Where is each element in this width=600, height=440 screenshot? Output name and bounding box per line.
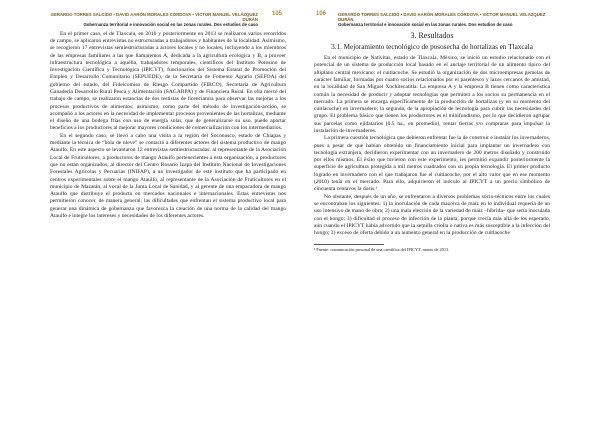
left-paragraph-1: En el primer caso, el de Tlaxcala, en 2010 y posteriormente en 2013 se realizaron varios recorridos de campo, se aplicaron entrevistas no estructuradas a trabajadores y habitantes de la localidad. Asimismo, se recogieron 17 entrevistas semiestructuradas a actores locales y no locales, incluyendo a los miembros de las empresas familiares a las que llamaremos A, dedicada a la agricultura ecológica y B, a proveer infraestructura tecnológica a aquélla, trabajadores temporales, científicos del Instituto Potosino de Investigación Científica y Tecnológica (IPICYT), funcionarios del Sistema Estatal de Promoción del Empleo y Desarrollo Comunitario (SEPUEDE), de la Secretaría de Fomento Agrario (SEFOA) del gobierno del estado, del Fideicomiso de Riesgo Compartido (FIRCO), Secretaría de Agricultura Ganadería Desarrollo Rural Pesca y Alimentación (SAGARPA) y de Financiera Rural. En ella mercé del trabajo de campo, se realizaron estancias de dos testistas de licenciatura para observar las mejoras a los procesos productivos de alimentos; asimismo, como parte del método de investigación-acción, se acompañó a los actores en la necesidad de implementar procesos provenientes de las hortalizas, mediante el diseño de una bodega frías con uso de energía solar, que de generalizarse su uso, puede aportar beneficios a los productores al mejorar mayores condiciones de comercialización con los intermediarios. bbox=[50, 30, 286, 132]
right-paragraph-3: No obstante, después de un año, se enfrentaron a diversos problemas socio-técnicos entre los cuales se encontraban los siguientes: 1) la inoculación de cada mazorca de maíz en lo individual requería de un uso intensivo de mano de obra; 2) una mala elección de la variedad de maíz –híbrida– que sería inoculada con el hongo; 3) dificultad el proceso de infección de la planta, porque crecía más allá de los esperado, aún cuando el IPICYT había advertido que la semilla criolla o nativa es más susceptible a la infección del hongo; 3) exceso de oferta debido a un aumento general en la producción de cuitlacoche bbox=[314, 193, 550, 237]
footnote: ¹ Fuente: comunicación personal de una científica del IPICYT, marzo de 2013. bbox=[314, 247, 450, 253]
left-paragraph-2: En el segundo caso, se llevó a cabo una visita a la región del Soconusco, estado de Chiapas y mediante la técnica de “bola de nieve” se contactó a diferentes actores del sistema productivo de mango Ataulfo. En este aspecto se levantaron 12 entrevistas semiestructuradas: al representante de la Asociación Local de Fruticultores, a productores de mango Ataulfo pertenecientes a esta organización, a productores que no están organizados, al director del Centro Rosario Izapa del Instituto Nacional de Investigaciones Forestales Agrícolas y Pecuarias (INIFAP), a un investigador de este instituto que ha participado en centros experimentales sobre el mango Ataulfo, al representante de la Asociación de Fruticultores en el municipio de Mazatán, al vocal de la Junta Local de Sanidad, y al gerente de una empacadora de mango Ataulfo que distribuye el producto en mercados nacionales e internacionales. Estas entrevistas nos permitieron conocer, de manera general, las dificultades que enfrentan el sistema productivo local para generar una dinámica de gobernanza que favorezca la creación de una norma de la calidad del mango Ataulfo e integre los intereses y necesidades de los diferentes actores. bbox=[50, 132, 286, 220]
right-header-title: Gobernanza territorial e innovación social en las zonas rurales. Dos estudios de caso bbox=[338, 22, 513, 28]
left-body-text bbox=[50, 31, 286, 221]
right-page bbox=[300, 0, 600, 440]
section-title: 3. Resultados bbox=[410, 30, 454, 40]
left-page-number: 105 bbox=[271, 11, 282, 17]
right-header-authors: GERARDO TORRES SALCIDO • DAVID AARÓN MORALES CÓRDOVA • VÍCTOR MANUEL VELÁZQUEZ DURÁN bbox=[338, 12, 546, 23]
left-header-authors: GERARDO TORRES SALCIDO • DAVID AARÓN MORALES CÓRDOVA • VÍCTOR MANUEL VELÁZQUEZ DURÁN bbox=[50, 12, 258, 23]
footnote-divider bbox=[314, 244, 384, 245]
subsection-title: 3.1. Mejoramiento tecnológico de pososecha de hortalizas en Tlaxcala bbox=[331, 42, 533, 51]
right-body-text bbox=[314, 55, 550, 237]
left-header-title: Gobernanza territorial e innovación social en las zonas rurales. Dos estudios de caso bbox=[83, 22, 258, 28]
left-running-header bbox=[50, 12, 286, 28]
right-page-number: 106 bbox=[316, 11, 327, 17]
right-paragraph-1: En el municipio de Natívitas, estado de Tlaxcala, México, se inició un estudio relacionado con el potencial de un sistema de producción local basado en el anclaje territorial de un alimento típico del altiplano central mexicano: el cuitlacoche. Se estudió la organización de dos microempresas gemelas de carácter familiar, formadas por cuatro socios relacionados por el parentesco y lazos cercanos de amistad, en la localidad de San Miguel Xochitecatitla. La empresa A y la empresa B tienen como característica común la necesidad de producir y adoptar tecnologías que permiten a los socios su permanencia en el mercado. La primera se encarga específicamente de la producción de hortalizas (y en su momento del cuitlacoche) en invernadero; la segunda, de la apropiación de tecnología para cubrir las necesidades del grupo. El problema básico que tienen los productores es el minifundismo, por lo que decidieron agrupar sus parcelas como ejidatarios (0.5 ha., en promedio), rentar tierras y/o compraras para impulsar la instalación de invernaderos. bbox=[314, 55, 550, 134]
right-running-header bbox=[314, 12, 550, 28]
right-paragraph-2: La primera cuestión tecnológica que debieron enfrentar fue la de construir e instalar los invernaderos, pues a pesar de que habían obtenido un financiamiento inicial para implantar un invernadero con tecnología extranjera, decidieron experimentar con un invernadero de 200 metros diseñado y construido por ellos mismos. El éxito que tuvieron con este experimento, les permitió expandir posteriormente la superficie de agricultura protegida a mil metros cuadrados con su propia tecnología. El primer producto logrado en invernadero con el que trabajaron fue el cuitlacoche, por el alto valor que en ese momento (2010) tenía en el mercado. Para ello, adquirieron el inóculo al IPICYT a un precio simbólico de cincuenta centavos la dosis.¹ bbox=[314, 135, 550, 193]
